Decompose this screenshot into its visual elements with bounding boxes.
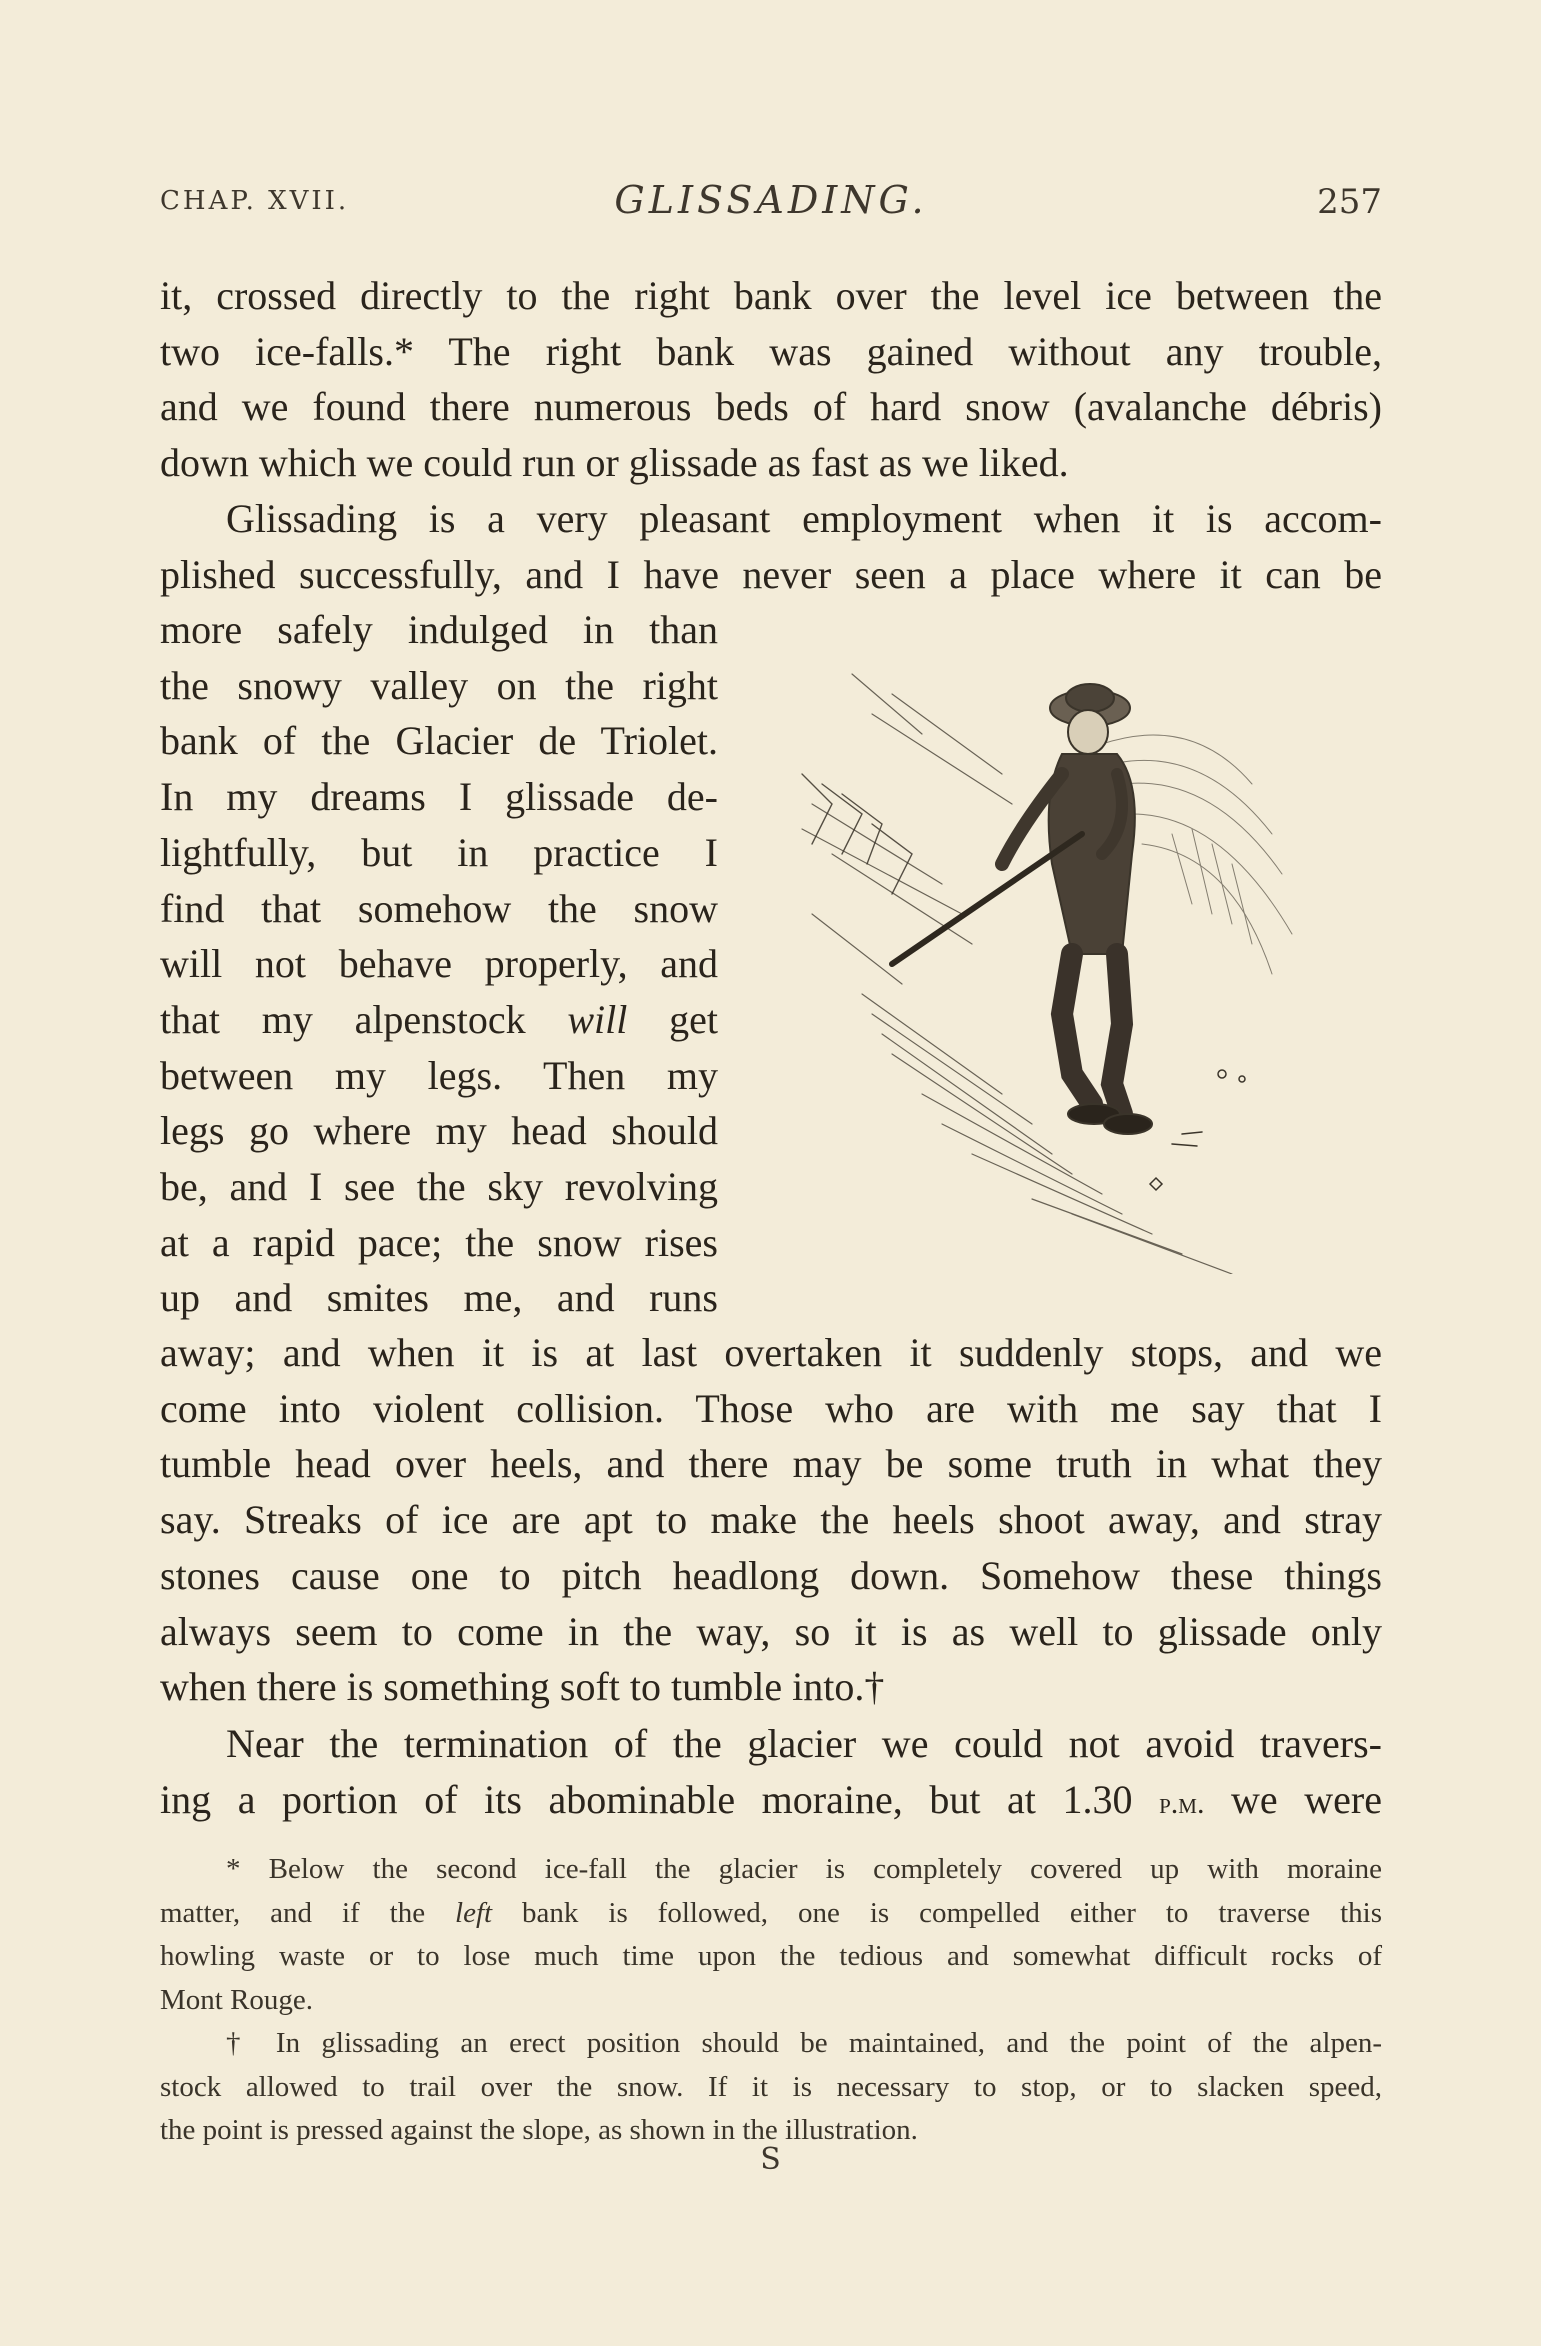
text-line: lightfully, but in practice I [160, 829, 718, 875]
text-line: at a rapid pace; the snow rises [160, 1219, 718, 1265]
page-number: 257 [1317, 182, 1382, 222]
text-run: bank is followed, one is compelled either to traverse this [522, 1896, 1382, 1929]
text-line: the snowy valley on the right [160, 662, 718, 708]
text-line: stones cause one to pitch headlong down. Somehow these things [160, 1552, 1382, 1598]
paragraph-2-top [160, 491, 1382, 602]
text-line: legs go where my head should [160, 1108, 718, 1154]
text-line: bank of the Glacier de Triolet. [160, 718, 718, 764]
text-line: it, crossed directly to the right bank over the level ice between the [160, 273, 1382, 318]
text-line: Glissading is a very pleasant employment when it is accom- [226, 496, 1382, 541]
text-line [160, 1772, 1382, 1832]
text-line: will not behave properly, and [160, 941, 718, 987]
text-run: that my alpenstock [160, 996, 526, 1042]
text-run: ing a portion of its abominable moraine, but at 1.30 [160, 1776, 1133, 1822]
text-line [160, 992, 718, 1048]
text-line: In my dreams I glissade de- [160, 774, 718, 820]
paragraph-2-bottom [160, 1325, 1382, 1715]
text-line: when there is something soft to tumble into.† [160, 1664, 885, 1710]
footnote-line: howling waste or to lose much time upon the tedious and somewhat difficult rocks of [160, 1940, 1382, 1972]
paragraph-2-column [160, 602, 718, 1326]
text-line: away; and when it is at last overtaken it suddenly stops, and we [160, 1330, 1382, 1375]
paragraph-1 [160, 268, 1382, 491]
text-line: come into violent collision. Those who are with me say that I [160, 1385, 1382, 1431]
text-line: two ice-falls.* The right bank was gained without any trouble, [160, 328, 1382, 374]
signature-mark: S [760, 2142, 781, 2177]
footnote-line [160, 1892, 1382, 1936]
text-run: get [669, 996, 718, 1042]
text-line: always seem to come in the way, so it is as well to glissade only [160, 1608, 1382, 1654]
text-line: and we found there numerous beds of hard snow (avalanche débris) [160, 384, 1382, 430]
time-suffix: p.m. [1159, 1786, 1205, 1820]
footnote-line: the point is pressed against the slope, as shown in the illustration. [160, 2114, 918, 2146]
text-run: we were [1231, 1776, 1382, 1822]
text-line: find that somehow the snow [160, 885, 718, 931]
text-line: plished successfully, and I have never seen a place where it can be [160, 551, 1382, 597]
glissading-illustration [772, 654, 1312, 1274]
text-line: down which we could run or glissade as fast as we liked. [160, 440, 1069, 486]
text-line: more safely indulged in than [160, 607, 718, 652]
footnote-line: * Below the second ice-fall the glacier is completely covered up with moraine [226, 1853, 1382, 1885]
paragraph-3 [160, 1716, 1382, 1831]
italic-word: left [455, 1896, 493, 1929]
text-line: tumble head over heels, and there may be some truth in what they [160, 1441, 1382, 1487]
running-title: GLISSADING. [614, 178, 928, 222]
text-line: between my legs. Then my [160, 1052, 718, 1098]
text-line: up and smites me, and runs [160, 1275, 718, 1321]
text-run: matter, and if the [160, 1896, 426, 1929]
italic-word: will [567, 996, 628, 1042]
text-line: be, and I see the sky revolving [160, 1164, 718, 1210]
chapter-label: CHAP. XVII. [160, 186, 350, 216]
running-header [160, 178, 1382, 228]
text-line: say. Streaks of ice are apt to make the heels shoot away, and stray [160, 1497, 1382, 1543]
footnote-line: † In glissading an erect position should be maintained, and the point of the alpen- [226, 2027, 1382, 2059]
footnote-line: Mont Rouge. [160, 1983, 314, 2016]
text-line: Near the termination of the glacier we could not avoid travers- [226, 1721, 1382, 1766]
footnotes [160, 1848, 1382, 2153]
footnote-line: stock allowed to trail over the snow. If it is necessary to stop, or to slacken speed, [160, 2070, 1382, 2103]
